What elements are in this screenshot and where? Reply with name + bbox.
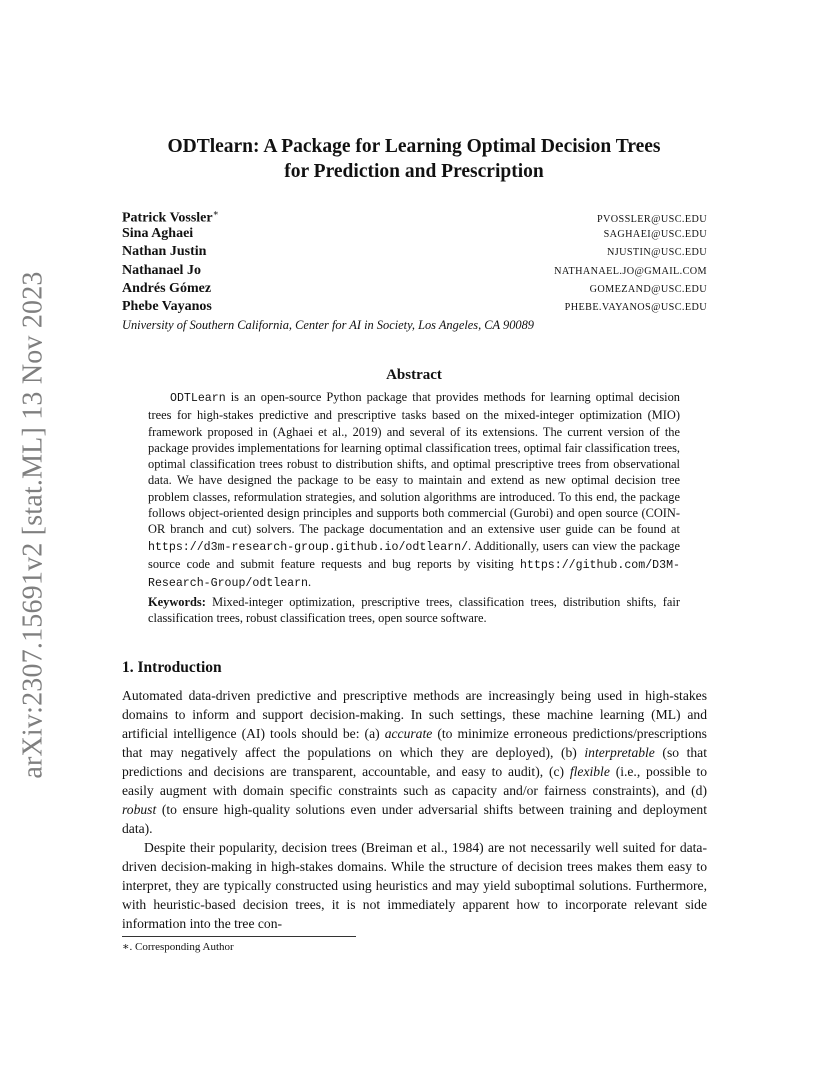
arxiv-id: arXiv:2307.15691v2 [stat.ML] 13 Nov 2023 [18,271,50,779]
author-name: Sina Aghaei [122,226,194,242]
footnote-rule [122,936,356,937]
paper-title [100,134,728,184]
author-name: Patrick Vossler∗ [122,208,219,226]
author-email: GOMEZAND@USC.EDU [589,283,707,295]
introduction-body [122,686,707,933]
author-name: Nathanael Jo [122,262,201,278]
author-block [122,208,707,333]
abstract-paragraph: ODTLearn is an open-source Python package that provides methods for learning optimal decision trees for high-stakes predictive and prescriptive tasks based on the mixed-integer optimization (MIO) framework proposed in (Aghaei et al., 2019) and several of its extensions. The current version of the package provides implementations for learning optimal classification trees, optimal fair classification trees, optimal classification trees robust to distribution shifts, and optimal prescriptive trees from observational data. We have designed the package to be easy to maintain and extend as new optimal decision tree problem classes, reformulation strategies, and solution algorithms are introduced. To this end, the package follows object-oriented design principles and supports both commercial (Gurobi) and open source (COIN-OR branch and cut) solvers. The package documentation and an extensive user guide can be found at https://d3m-research-group.github.io/odtlearn/. Additionally, users can view the package source code and submit feature requests and bug reports by visiting https://github.com/D3M-Research-Group/odtlearn. [148,390,680,591]
author-row [122,281,707,299]
author-row [122,244,707,262]
author-row [122,226,707,244]
keywords [148,594,680,627]
author-row [122,299,707,317]
corresponding-mark: ∗ [212,208,219,218]
github-link[interactable]: https://github.com/D3M-Research-Group/odtlearn [148,558,680,591]
title-line-1: ODTlearn: A Package for Learning Optimal Decision Trees [167,136,661,157]
author-name: Nathan Justin [122,244,207,260]
section-heading-introduction: 1. Introduction [122,659,222,676]
title-line-2: for Prediction and Prescription [284,161,544,182]
author-name: Phebe Vayanos [122,298,212,314]
author-email: NJUSTIN@USC.EDU [606,247,707,259]
abstract-heading: Abstract [386,367,442,383]
abstract [148,389,680,626]
intro-paragraph-2: Despite their popularity, decision trees (Breiman et al., 1984) are not necessarily well suited for data-driven decision-making in high-stakes domains. While the structure of decision trees makes them easy to interpret, they are typically constructed using heuristics and may yield suboptimal solutions. Furthermore, with heuristic-based decision trees, it is not immediately apparent how to incorporate relevant side information into the tree con- [122,840,707,931]
author-email: SAGHAEI@USC.EDU [603,229,707,241]
package-name: ODTLearn [170,392,226,405]
footnote: ∗. Corresponding Author [122,941,234,953]
author-name: Andrés Gómez [122,280,212,296]
author-email: PHEBE.VAYANOS@USC.EDU [564,301,707,313]
keywords-label: Keywords: [148,594,206,609]
author-row [122,263,707,281]
arxiv-stamp [4,271,64,779]
author-row [122,208,707,226]
docs-link[interactable]: https://d3m-research-group.github.io/odtlearn/ [148,540,469,554]
keywords-list: Mixed-integer optimization, prescriptive trees, classification trees, distribution shifts, fair classification trees, robust classification trees, open source software. [148,594,680,625]
author-email: PVOSSLER@USC.EDU [596,213,707,225]
intro-paragraph-1: Automated data-driven predictive and prescriptive methods are increasingly being used in high-stakes domains to inform and support decision-making. In such settings, these machine learning (ML) and artificial intelligence (AI) tools should be: (a) accurate (to minimize erroneous predictions/prescriptions that may negatively affect the populations on which they are deployed), (b) interpretable (so that predictions and decisions are transparent, accountable, and easy to audit), (c) flexible (i.e., possible to easily augment with domain specific constraints such as capacity and/or fairness constraints), and (d) robust (to ensure high-quality solutions even under adversarial shifts between training and deployment data). [122,688,707,836]
author-email: NATHANAEL.JO@GMAIL.COM [554,265,707,277]
affiliation: University of Southern California, Center for AI in Society, Los Angeles, CA 90089 [122,318,534,333]
